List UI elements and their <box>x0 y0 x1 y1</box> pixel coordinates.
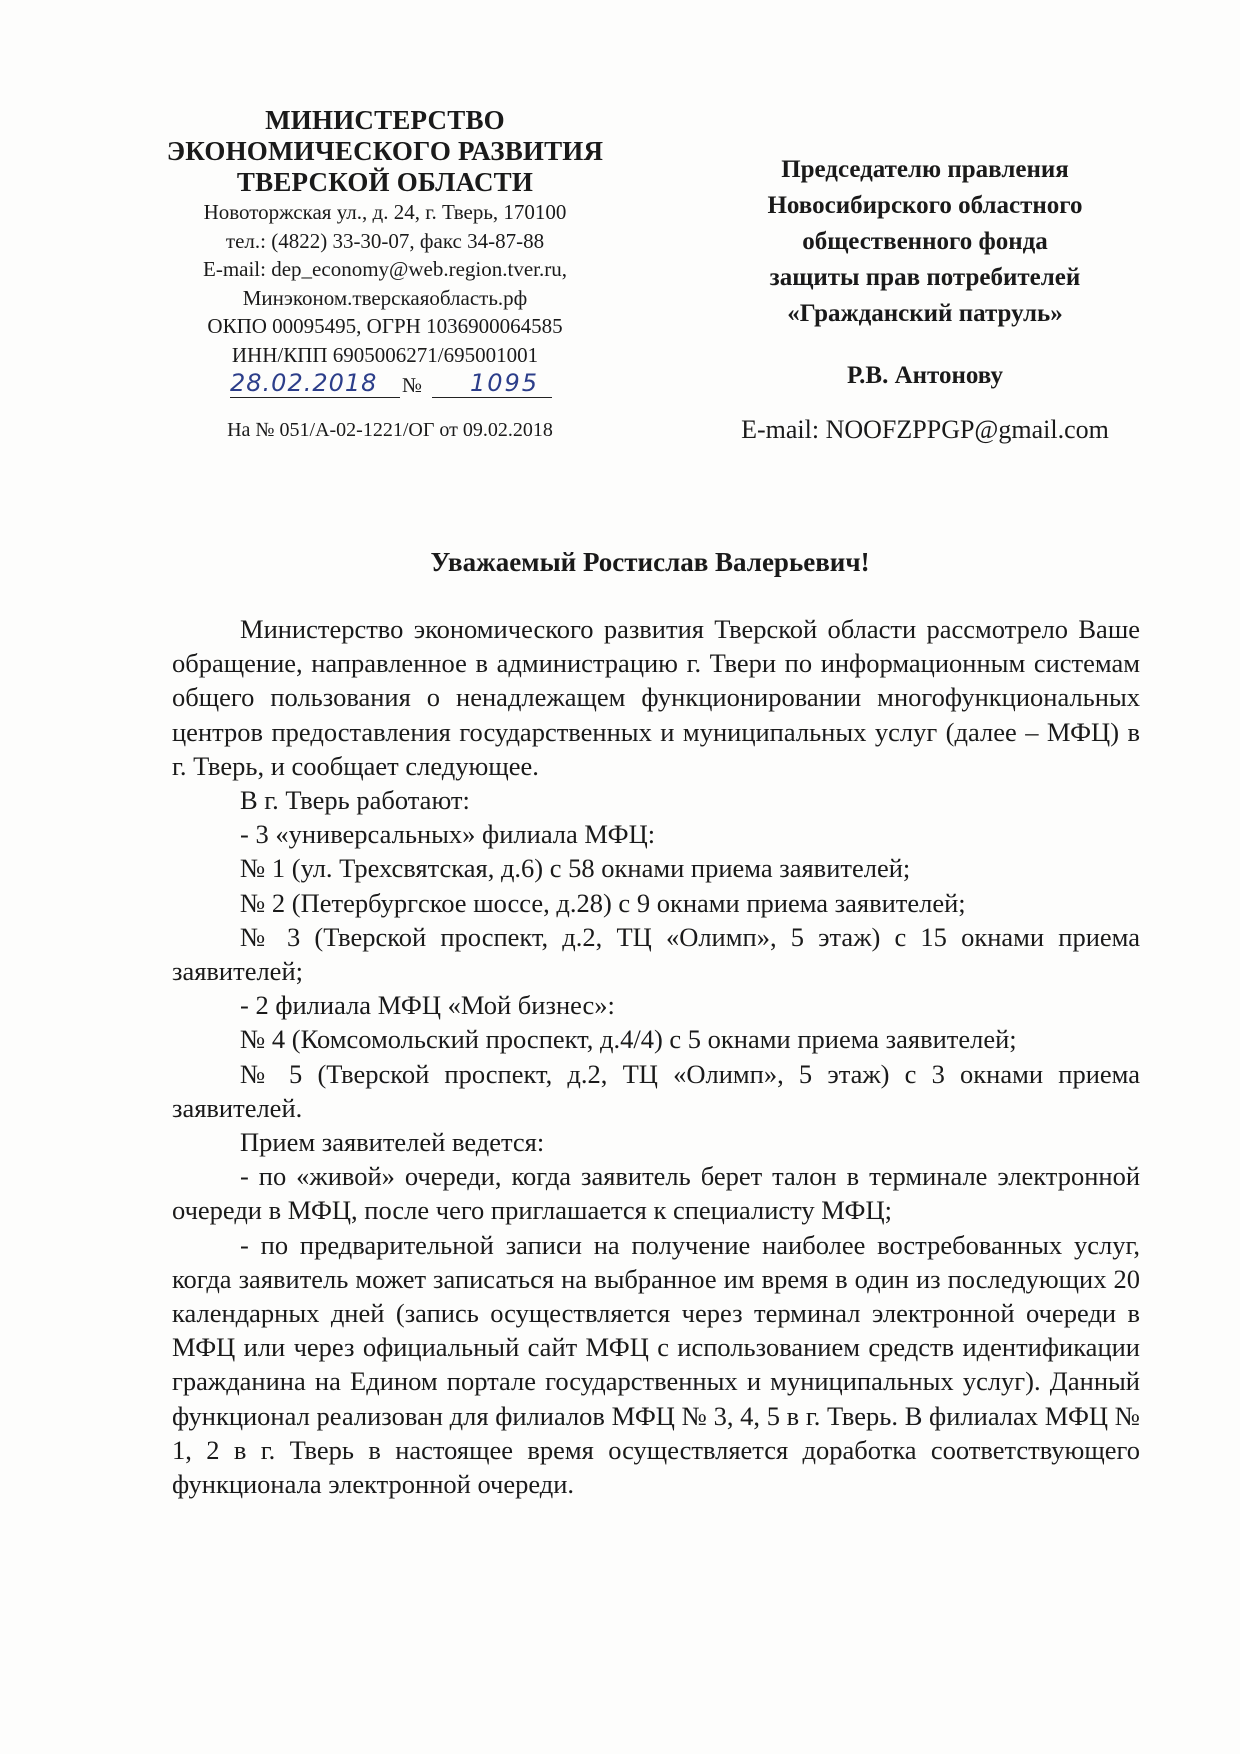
body-paragraph: В г. Тверь работают: <box>240 785 470 816</box>
sender-org-line-1: МИНИСТЕРСТВО <box>265 105 505 135</box>
sender-okpo-line: ОКПО 00095495, ОГРН 1036900064585 <box>207 314 563 338</box>
outgoing-reference <box>150 369 620 403</box>
sender-phone-line: тел.: (4822) 33-30-07, факс 34-87-88 <box>225 228 545 253</box>
body-list-item: - по «живой» очереди, когда заявитель берет талон в терминале электронной очереди в МФЦ, после чего приглашается к специалисту МФЦ; <box>172 1161 1140 1226</box>
body-list-item: № 5 (Тверской проспект, д.2, ТЦ «Олимп», 5 этаж) с 3 окнами приема заявителей. <box>172 1058 1140 1123</box>
recipient-line-5: «Гражданский патруль» <box>787 300 1063 327</box>
body-list-item: № 4 (Комсомольский проспект, д.4/4) с 5 окнами приема заявителей; <box>240 1024 1017 1055</box>
recipient-line-3: общественного фонда <box>802 228 1048 255</box>
recipient-email: E-mail: NOOFZPPGP@gmail.com <box>741 415 1109 444</box>
letter-body <box>172 612 1140 1501</box>
outgoing-number: 1095 <box>470 369 540 397</box>
number-label: № <box>402 373 423 397</box>
sender-inn-line: ИНН/КПП 6905006271/695001001 <box>231 342 539 367</box>
sender-website-line: Минэконом.тверскаяобласть.рф <box>242 285 528 310</box>
date-underline <box>230 397 400 398</box>
body-paragraph: Министерство экономического развития Тверской области рассмотрело Ваше обращение, направленное в администрацию г. Твери по информационным системам общего пользования о ненадлежащем функционировании многофункциональных центров предоставления государственных и муниципальных услуг (далее – МФЦ) в г. Тверь, и сообщает следующее. <box>172 614 1140 781</box>
salutation: Уважаемый Ростислав Валерьевич! <box>430 547 870 577</box>
sender-email-line: E-mail: dep_economy@web.region.tver.ru, <box>203 257 567 281</box>
body-paragraph: Прием заявителей ведется: <box>240 1127 545 1158</box>
recipient-name: Р.В. Антонову <box>847 362 1003 389</box>
body-list-heading: - 3 «универсальных» филиала МФЦ: <box>240 819 656 850</box>
body-list-item: - по предварительной записи на получение наиболее востребованных услуг, когда заявитель может записаться на выбранное им время в один из последующих 20 календарных дней (запись осуществляется через терминал электронной очереди в МФЦ или через официальный сайт МФЦ с использованием средств идентификации гражданина на Едином портале государственных и муниципальных услуг). Данный функционал реализован для филиалов МФЦ № 3, 4, 5 в г. Тверь. В филиалах МФЦ № 1, 2 в г. Тверь в настоящее время осуществляется доработка соответствующего функционала электронной очереди. <box>172 1229 1140 1500</box>
sender-address-line: Новоторжская ул., д. 24, г. Тверь, 170100 <box>203 200 567 224</box>
body-list-item: № 3 (Тверской проспект, д.2, ТЦ «Олимп», 5 этаж) с 15 окнами приема заявителей; <box>172 921 1140 987</box>
recipient-block <box>700 152 1150 445</box>
body-list-item: № 2 (Петербургское шоссе, д.28) с 9 окнами приема заявителей; <box>240 887 966 918</box>
recipient-line-2: Новосибирского областного <box>767 192 1083 219</box>
sender-org-line-3: ТВЕРСКОЙ ОБЛАСТИ <box>236 167 534 197</box>
body-list-item: № 1 (ул. Трехсвятская, д.6) с 58 окнами приема заявителей; <box>240 853 911 884</box>
sender-org-line-2: ЭКОНОМИЧЕСКОГО РАЗВИТИЯ <box>166 136 604 166</box>
body-list-heading: - 2 филиала МФЦ «Мой бизнес»: <box>240 990 615 1021</box>
number-underline <box>432 397 552 398</box>
recipient-line-4: защиты прав потребителей <box>769 264 1081 291</box>
recipient-line-1: Председателю правления <box>781 156 1069 183</box>
sender-block <box>150 105 620 442</box>
outgoing-date: 28.02.2018 <box>230 369 378 397</box>
reply-to-reference: На № 051/А-02-1221/ОГ от 09.02.2018 <box>227 419 553 441</box>
